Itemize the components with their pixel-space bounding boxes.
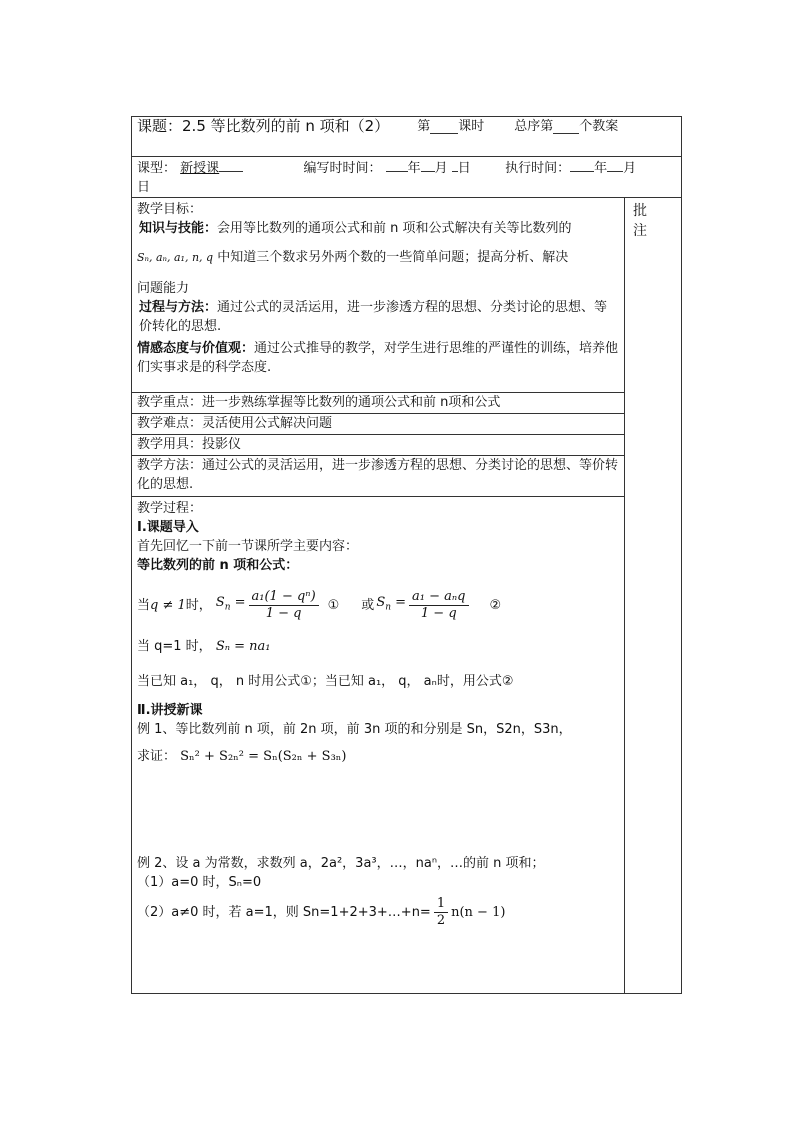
case1-denominator: 1 − q [265,605,302,621]
formula-mark-1: ① [327,597,340,613]
formula-fraction-2 [409,589,468,622]
lesson-plan-sheet [131,116,681,997]
usage-line: 当已知 a₁， q， n 时用公式①；当已知 a₁， q， aₙ时，用公式② [137,674,514,689]
title-prefix: 课题： [137,117,183,135]
type-value: 新授课 [180,161,220,176]
example-2-case-1: （1）a=0 时，Sₙ=0 [137,875,262,890]
period-suffix: 课时 [458,119,485,134]
half-denominator: 2 [436,913,446,928]
goals-heading: 教学目标： [137,202,203,217]
case2-denominator: 1 − q [420,605,457,621]
exec-year: 年 [594,161,608,176]
difficulty-row [132,414,682,435]
knowledge-vars: Sₙ, aₙ, a₁, n, q [137,251,214,264]
write-time-label: 编写时时间： [303,161,382,176]
ex2-case2-text: （2）a≠0 时，若 a=1，则 Sn=1+2+3+…+n= [137,905,431,920]
case3-text: 当 q=1 时， [137,639,212,654]
formula-mark-2: ② [489,597,502,613]
sum-formula-line: 当 q ≠ 1 时， $S_n$ = $\frac{\text{a₁(1 − qⁿ)}}{1 - q}$ ① 或 $S_n$ = $\frac{\text{a₁ − aₙq}}{1 - q}$ ② [137,588,502,621]
order-prefix: 总序第 [514,119,554,134]
side-note-1: 批 [633,203,647,219]
write-day: 日 [457,161,471,176]
exec-day: 日 [137,180,151,195]
half-fraction [434,896,448,929]
type-line [137,157,676,178]
order-blank [553,119,579,134]
example-1-prove [137,747,619,766]
side-note-2: 注 [633,223,647,239]
process-row [132,497,682,994]
tools: 教学用具：投影仪 [132,435,625,456]
process-label: 过程与方法： [139,300,218,315]
example-2-case-2 [137,896,619,929]
case-q1-line [137,637,619,656]
type-row [132,157,682,198]
prove-formula: Sₙ² + S₂ₙ² = Sₙ(S₂ₙ + S₃ₙ) [180,749,347,764]
tools-row [132,435,682,456]
example-2: 例 2、设 a 为常数，求数列 a，2a²，3a³，…，naⁿ，…的前 n 项和； [137,856,545,871]
method-row [132,456,682,497]
write-year: 年 [407,161,421,176]
difficulty: 教学难点：灵活使用公式解决问题 [132,414,625,435]
case1-numerator: a₁(1 − qⁿ) [249,589,319,606]
half-numerator: 1 [434,896,448,913]
case3-formula: Sₙ = na₁ [215,639,271,654]
order-suffix: 个教案 [579,119,619,134]
key-point-row [132,393,682,414]
lesson-title: 2.5 等比数列的前 n 项和（2） [182,117,390,135]
case1-cond: q ≠ 1 [150,597,186,613]
section-intro: Ⅰ.课题导入 [137,520,199,535]
exec-time-label: 执行时间： [505,161,571,176]
emotion-text: 通过公式推导的教学，对学生进行思维的严谨性的训练，培养他们实事求是的科学态度. [137,341,619,375]
prove-label: 求证： [137,749,177,764]
lesson-plan-table [131,116,682,994]
case1-mid: 时， [185,597,212,613]
period-blank [430,119,458,134]
case1-lhs: S [215,594,225,610]
ex2-tail: n(n − 1) [451,905,506,920]
type-label: 课型： [137,161,177,176]
side-note-column [625,198,682,994]
process-text: 通过公式的灵活运用，进一步渗透方程的思想、分类讨论的思想、等价转化的思想. [139,300,608,334]
recall-text: 首先回忆一下前一节课所学主要内容： [137,539,359,554]
knowledge-text3: 问题能力 [137,281,190,296]
method: 教学方法：通过公式的灵活运用，进一步渗透方程的思想、分类讨论的思想、等价转化的思想. [132,456,625,497]
formula-title: 等比数列的前 n 项和公式： [137,558,299,573]
exec-month: 月 [623,161,637,176]
case1-prefix: 当 [137,597,151,613]
process-heading: 教学过程： [137,501,203,516]
title-row [132,117,682,157]
example-1: 例 1、等比数列前 n 项，前 2n 项，前 3n 项的和分别是 Sn，S2n，S3n， [137,722,572,737]
section-new: Ⅱ.讲授新课 [137,703,203,718]
knowledge-text: 会用等比数列的通项公式和前 n 项和公式解决有关等比数列的 [217,221,572,236]
goals-row [132,198,682,393]
knowledge-label: 知识与技能： [139,221,218,236]
period-prefix: 第 [417,119,431,134]
case2-numerator: a₁ − aₙq [409,589,468,606]
blank-work-space [137,766,619,854]
formula-fraction-1 [249,589,319,622]
knowledge-text2: 中知道三个数求另外两个数的一些简单问题；提高分析、解决 [217,250,569,265]
emotion-label: 情感态度与价值观： [137,341,255,356]
key-point: 教学重点：进一步熟练掌握等比数列的通项公式和前 n项和公式 [132,393,625,414]
or-text: 或 [361,597,375,613]
write-month: 月 [434,161,448,176]
title-line [137,117,676,136]
